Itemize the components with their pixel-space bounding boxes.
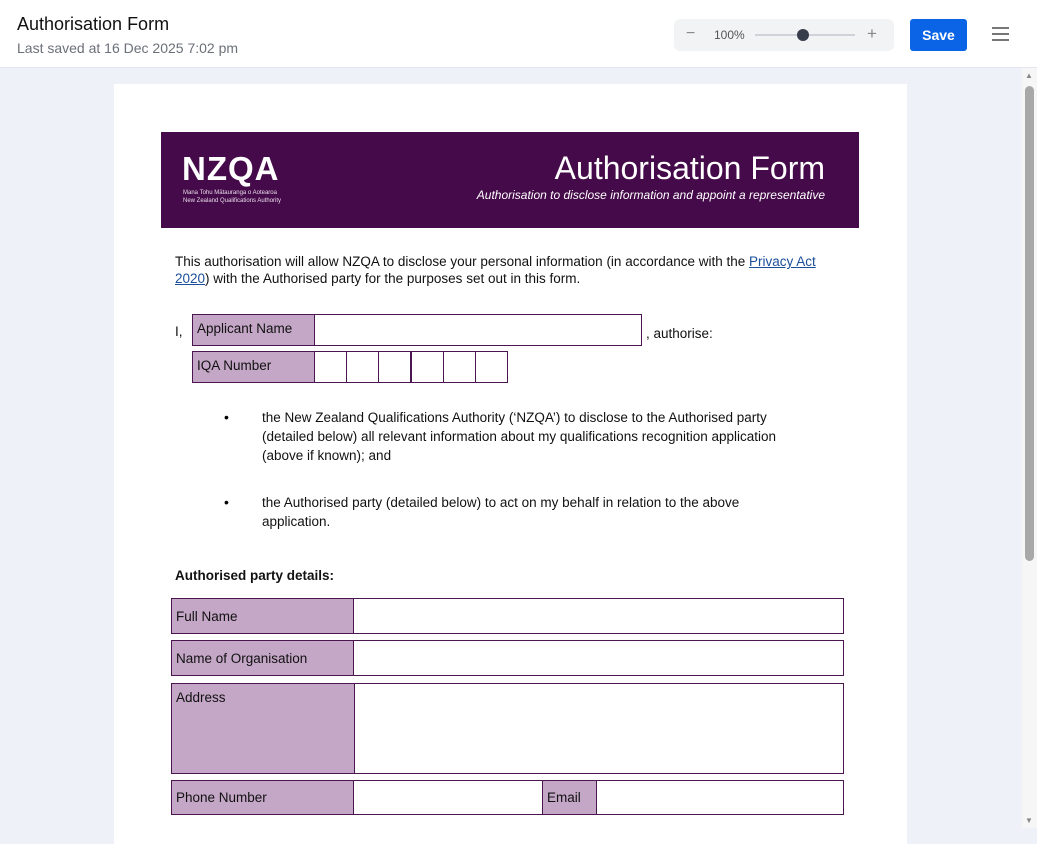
zoom-in-button[interactable]: +: [867, 24, 877, 43]
iqa-digit-field[interactable]: [411, 351, 444, 383]
organisation-field[interactable]: [353, 640, 844, 676]
phone-field[interactable]: [353, 780, 543, 815]
iqa-digit-field[interactable]: [346, 351, 379, 383]
iqa-digit-field[interactable]: [475, 351, 508, 383]
bullet-text: the New Zealand Qualifications Authority (‘NZQA’) to disclose to the Authorised party (detailed below) all relevant information about my qualifications recognition application (above if known); and: [262, 410, 777, 463]
save-button[interactable]: Save: [910, 19, 967, 51]
logo-subtitle: Mana Tohu Mātauranga o Aotearoa New Zealand Qualifications Authority: [183, 190, 282, 204]
iqa-digit-field[interactable]: [378, 351, 411, 383]
iqa-digit-field[interactable]: [314, 351, 347, 383]
document-page: [114, 84, 907, 844]
zoom-level: 100%: [714, 28, 745, 42]
app-header: [0, 0, 1037, 68]
applicant-name-field[interactable]: [314, 314, 642, 346]
zoom-out-button[interactable]: −: [686, 25, 696, 42]
form-banner: [161, 132, 859, 228]
banner-title: Authorisation Form: [554, 150, 825, 186]
organisation-label: Name of Organisation: [171, 640, 354, 676]
scrollbar-thumb[interactable]: [1025, 86, 1034, 561]
address-field[interactable]: [354, 683, 844, 774]
email-label: Email: [542, 780, 597, 815]
applicant-prefix: I,: [175, 324, 183, 339]
zoom-control: [674, 19, 894, 51]
banner-subtitle: Authorisation to disclose information and appoint a representative: [476, 188, 825, 202]
applicant-name-label: Applicant Name: [192, 314, 315, 346]
scroll-up-icon[interactable]: ▲: [1025, 71, 1033, 80]
zoom-slider-thumb[interactable]: [797, 29, 809, 41]
full-name-label: Full Name: [171, 598, 354, 634]
email-field[interactable]: [596, 780, 844, 815]
zoom-slider[interactable]: [755, 34, 855, 36]
party-heading: Authorised party details:: [175, 568, 335, 583]
last-saved-status: Last saved at 16 Dec 2025 7:02 pm: [17, 40, 239, 56]
iqa-number-label: IQA Number: [192, 351, 315, 383]
scroll-down-icon[interactable]: ▼: [1025, 816, 1033, 825]
intro-text: This authorisation will allow NZQA to disclose your personal information (in accordance with the Privacy Act 2020) with the Authorised party for the purposes set out in this form.: [175, 254, 816, 286]
document-title: Authorisation Form: [17, 14, 170, 34]
scrollbar[interactable]: [1022, 68, 1037, 828]
full-name-field[interactable]: [353, 598, 844, 634]
iqa-digit-field[interactable]: [443, 351, 476, 383]
authorise-text: , authorise:: [646, 326, 713, 341]
privacy-act-link[interactable]: Privacy Act 2020: [175, 254, 816, 286]
bullet-text: the Authorised party (detailed below) to act on my behalf in relation to the above application.: [262, 495, 740, 529]
hamburger-menu-icon[interactable]: [992, 27, 1009, 45]
bullet-mark: •: [224, 409, 229, 425]
phone-label: Phone Number: [171, 780, 354, 815]
nzqa-logo: NZQA: [182, 150, 280, 187]
bullet-mark: •: [224, 494, 229, 510]
address-label: Address: [171, 683, 355, 774]
